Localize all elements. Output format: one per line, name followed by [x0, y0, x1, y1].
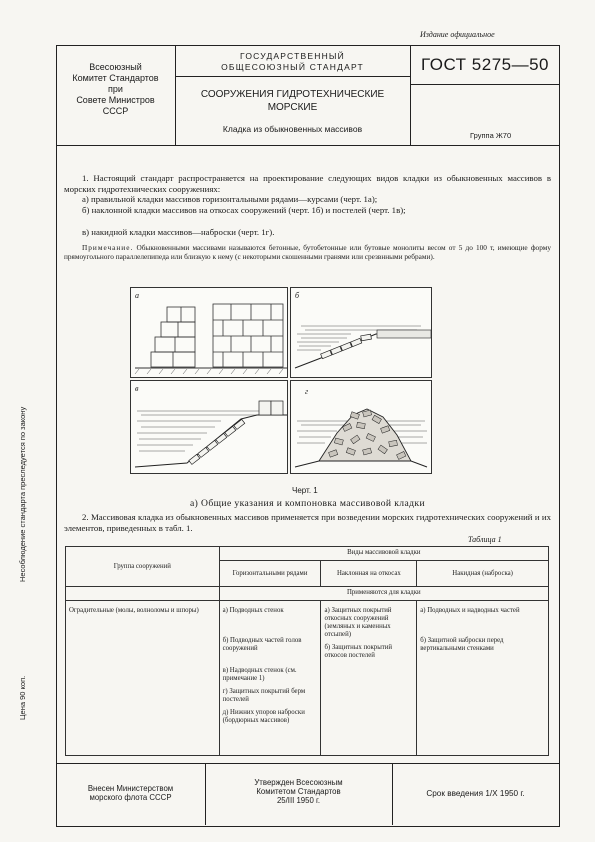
figure-letter-v: в: [135, 384, 139, 393]
standard-number: ГОСТ 5275—50: [420, 55, 550, 74]
list-item-v: в) накидной кладки массивов—наброски (черт. 1г).: [82, 227, 275, 237]
list-item: г) Защитных покрытий берм постелей: [222, 688, 306, 703]
issuer-block: Всесоюзный Комитет Стандартов при Совете Министров СССР: [72, 62, 159, 116]
header-divider-1: [175, 45, 176, 145]
note-label: Примечание.: [82, 243, 134, 252]
col-header-dumped: Накидная (наброска): [417, 561, 549, 587]
list-item-a: а) правильной кладки массивов горизонтальными рядами—курсами (черт. 1а);: [82, 194, 378, 204]
list-item-b: б) наклонной кладки массивов на откосах сооружений (черт. 1б) и постелей (черт. 1в);: [82, 205, 406, 215]
bedding-slope-drawing: [131, 381, 287, 473]
footer-top-rule: [56, 763, 559, 764]
paragraph-2: 2. Массивовая кладка из обыкновенных массивов применяется при возведении морских гидротехнических сооружений и их элементов, приведенных в табл. 1.: [64, 512, 551, 533]
law-notice: Несоблюдение стандарта преследуется по закону: [18, 406, 27, 582]
header-divider-2: [410, 45, 411, 145]
list-item: а) Подводных и надводных частей: [420, 607, 520, 614]
slope-revetment-drawing: [291, 288, 431, 377]
list-item: б) Подводных частей голов сооружений: [222, 637, 302, 652]
list-item: б) Защитных покрытий откосов постелей: [324, 644, 393, 659]
standard-type: ГОСУДАРСТВЕННЫЙ ОБЩЕСОЮЗНЫЙ СТАНДАРТ: [221, 51, 364, 72]
list-item: а) Защитных покрытий откосных сооружений (земляных и каменных отсыпей): [324, 607, 392, 638]
header-rule-1: [175, 76, 410, 77]
block-wall-drawing: [131, 288, 287, 377]
edition-note: Издание официальное: [420, 30, 495, 39]
rubble-mound-drawing: [291, 381, 431, 473]
figure-caption: Черт. 1: [292, 486, 318, 495]
header-rule-2: [410, 84, 559, 85]
figure-letter-a: а: [135, 291, 139, 300]
section-heading: а) Общие указания и компоновка массивовой кладки: [189, 498, 426, 509]
slope-items-cell: [321, 601, 417, 756]
table-label: Таблица 1: [468, 535, 502, 544]
figure-panel-b-top: [290, 287, 432, 378]
footer-divider-1: [205, 763, 206, 825]
note-text: Обыкновенными массивами называются бетонные, бутобетонные или бутовые монолиты весом от 5 до 100 т, имеющие форму прямоугольного параллелепипеда или близкую к нему (с некоторыми скошенными гранями или срезвнными ребрами).: [64, 243, 551, 261]
figure-panel-a: [130, 287, 288, 378]
paragraph-1: 1. Настоящий стандарт распространяется на проектирование следующих видов кладки из обыкновенных массивов в морских гидротехнических сооружениях:: [64, 173, 551, 194]
header-bottom-rule: [56, 145, 559, 146]
col-header-slope: Наклонная на откосах: [321, 561, 417, 587]
note: [64, 243, 551, 261]
figure-letter-b-top: б: [295, 291, 300, 300]
figure-letter-g: г: [305, 387, 309, 396]
col-header-horizontal: Горизонтальными рядами: [219, 561, 321, 587]
footer-effective-date: Срок введения 1/X 1950 г.: [426, 789, 525, 798]
col-header-kinds: Виды массивовой кладки: [219, 547, 548, 561]
figure-panel-v: [130, 380, 288, 474]
document-title: СООРУЖЕНИЯ ГИДРОТЕХНИЧЕСКИЕ МОРСКИЕ: [200, 89, 385, 113]
footer-divider-2: [392, 763, 393, 825]
applied-header: Применяются для кладки: [219, 587, 548, 601]
footer-approved-by: Утвержден Всесоюзным Комитетом Стандартов 25/III 1950 г.: [254, 778, 343, 805]
col-header-group: Группа сооружений: [66, 547, 220, 587]
group-code: Группа Ж70: [470, 131, 512, 140]
list-item: а) Подводных стенок: [222, 607, 284, 614]
dumped-items-cell: [417, 601, 549, 756]
document-subtitle: Кладка из обыкновенных массивов: [222, 124, 363, 134]
group-name-cell: Оградительные (молы, волноломы и шпоры): [66, 601, 220, 756]
list-item: д) Нижних упоров наброски (бордюрных массивов): [222, 709, 305, 724]
list-item: в) Надводных стенок (см. примечание 1): [222, 667, 297, 682]
table-spacer-cell: [66, 587, 220, 601]
price-label: Цена 90 коп.: [18, 675, 27, 720]
table-1: [65, 546, 549, 756]
horizontal-items-cell: [219, 601, 321, 756]
list-item: б) Защитной наброски перед вертикальными стенками: [420, 637, 504, 652]
figure-panel-g: [290, 380, 432, 474]
footer-submitted-by: Внесен Министерством морского флота СССР: [87, 784, 174, 802]
